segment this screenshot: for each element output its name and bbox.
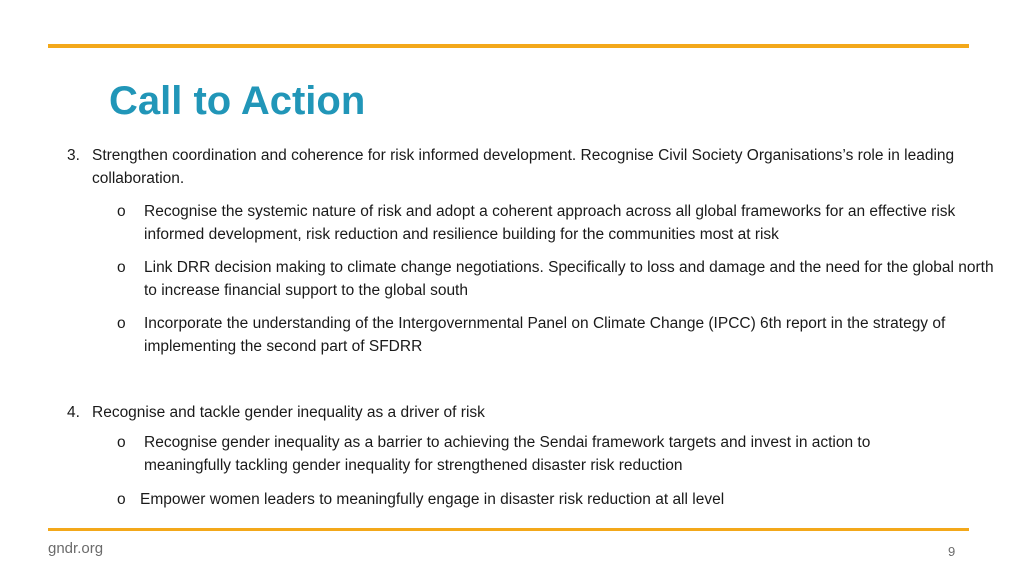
bullet-text: Empower women leaders to meaningfully engage in disaster risk reduction at all level [140,491,725,508]
bullet-marker: o [117,315,126,332]
list-item [117,256,997,302]
list-item [117,312,997,358]
slide-title: Call to Action [109,79,366,123]
bullet-marker: o [117,491,126,508]
bullet-marker: o [117,434,126,451]
bullet-marker: o [117,259,126,276]
section-4 [67,401,987,424]
bottom-accent-rule [48,528,969,531]
bullet-text: Incorporate the understanding of the Intergovernmental Panel on Climate Change (IPCC) 6th report in the strategy of implementing the second part of SFDRR [144,315,946,355]
page-number: 9 [948,544,956,559]
bullet-text: Recognise gender inequality as a barrier to achieving the Sendai framework targets and invest in action to meaningfully tackling gender inequality for strengthened disaster risk reduction [144,434,871,474]
section-number: 3. [67,147,80,164]
section-3 [67,144,987,190]
bullet-marker: o [117,203,126,220]
bullet-text: Link DRR decision making to climate change negotiations. Specifically to loss and damage and the need for the global north to increase financial support to the global south [144,259,994,299]
section-number: 4. [67,404,80,421]
top-accent-rule [48,44,969,48]
footer-website: gndr.org [48,540,104,557]
section-heading: Strengthen coordination and coherence for risk informed development. Recognise Civil Society Organisations’s role in leading collaboration. [92,147,955,187]
bullet-text: Recognise the systemic nature of risk and adopt a coherent approach across all global frameworks for an effective risk informed development, risk reduction and resilience building for the communities most at risk [144,203,956,243]
list-item [117,431,947,477]
section-heading: Recognise and tackle gender inequality as a driver of risk [92,404,485,421]
list-item [117,200,997,246]
list-item [117,488,947,511]
